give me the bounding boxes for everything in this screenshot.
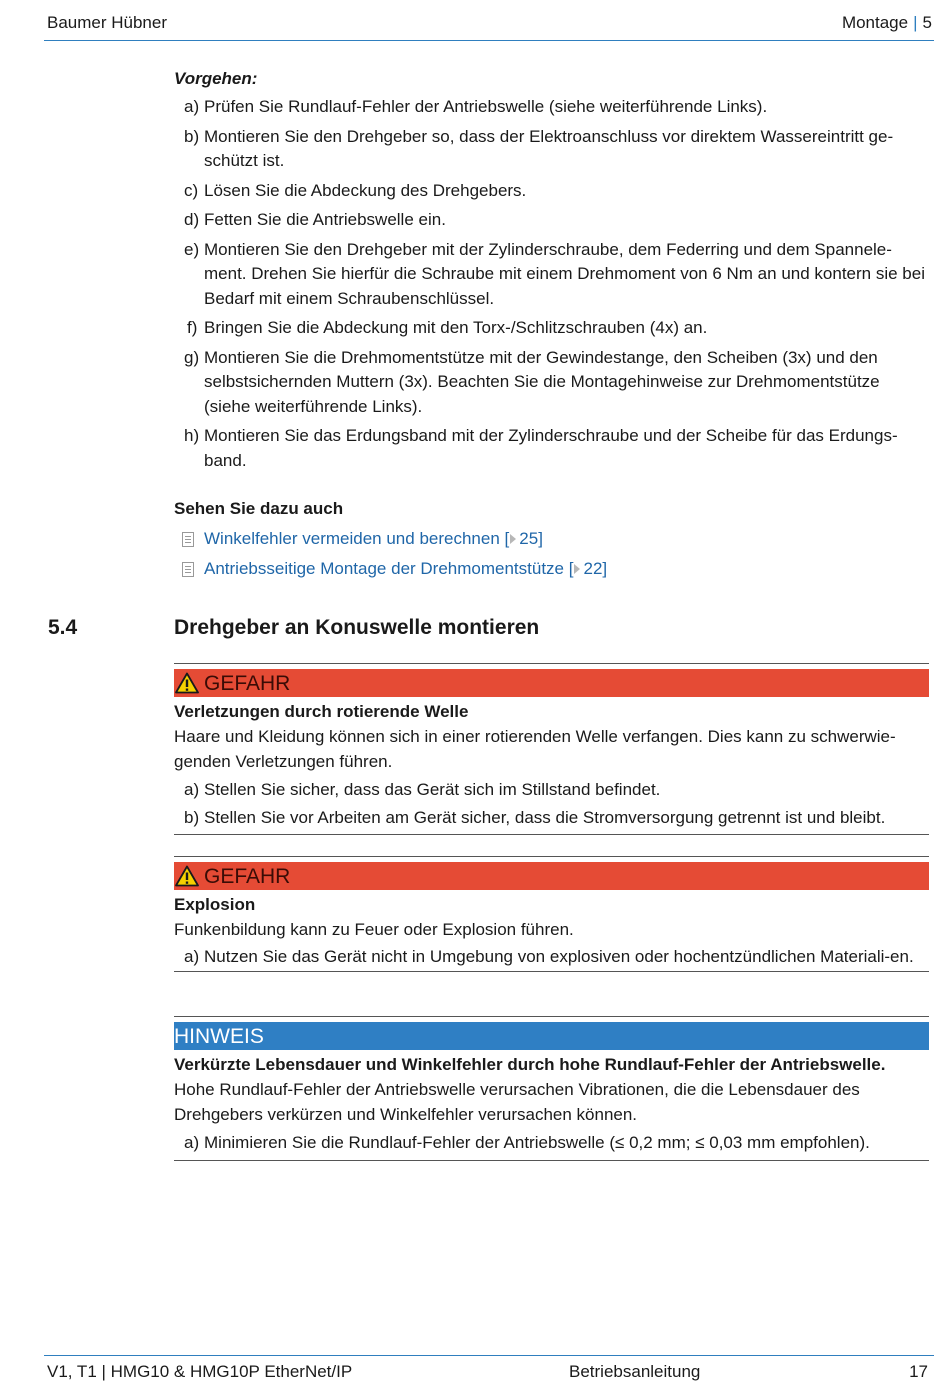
- see-also-title: Sehen Sie dazu auch: [174, 499, 344, 518]
- footer-doctype: Betriebsanleitung: [569, 1362, 701, 1381]
- notice-title: Verkürzte Lebensdauer und Winkelfehler durch hohe Rundlauf-Fehler der Antriebswelle.: [174, 1055, 886, 1074]
- notice-bar: [174, 1022, 929, 1050]
- step-text: Bringen Sie die Abdeckung mit den Torx-/Schlitzschrauben (4x) an.: [204, 318, 708, 337]
- danger-notice-1: [174, 663, 929, 835]
- step-label: a): [184, 780, 200, 799]
- link-text[interactable]: Winkelfehler vermeiden und berechnen: [204, 529, 500, 548]
- page-number: 25: [519, 529, 539, 548]
- danger-notice-2: [174, 856, 929, 972]
- step-label: g): [184, 347, 200, 367]
- box-top-rule: [174, 1016, 929, 1017]
- step-text: Minimieren Sie die Rundlauf-Fehler der Antriebswelle (≤ 0,2 mm; ≤ 0,03 mm empfohlen).: [204, 1133, 870, 1152]
- document-icon: [182, 532, 194, 547]
- box-top-rule: [174, 663, 929, 664]
- procedure-step: [174, 95, 930, 120]
- see-also-link[interactable]: [174, 557, 930, 581]
- procedure-title: Vorgehen:: [174, 69, 258, 88]
- triangle-right-icon: [510, 534, 516, 544]
- step-label: f): [187, 318, 198, 337]
- signal-word: GEFAHR: [204, 865, 291, 888]
- footer-page-number: 17: [909, 1362, 928, 1381]
- procedure-step: [174, 179, 930, 204]
- header-section-title: Montage: [841, 13, 909, 32]
- page-reference[interactable]: [ 22]: [568, 559, 608, 578]
- page-number: 22: [583, 559, 603, 578]
- notice-box: [174, 1016, 929, 1161]
- step-label: a): [184, 1133, 200, 1152]
- section-number: 5.4: [48, 616, 78, 639]
- procedure: [174, 67, 930, 478]
- signal-word: GEFAHR: [204, 672, 291, 695]
- step-text: Stellen Sie vor Arbeiten am Gerät sicher, dass die Stromversorgung getrennt ist und bleibt.: [204, 807, 886, 827]
- step-label: b): [184, 807, 200, 827]
- notice-step: [174, 1131, 929, 1156]
- section-title: Drehgeber an Konuswelle montieren: [174, 616, 540, 639]
- danger-text: Funkenbildung kann zu Feuer oder Explosion führen.: [174, 920, 574, 939]
- danger-step: [174, 946, 929, 967]
- footer-rule: [44, 1355, 934, 1356]
- step-text: Prüfen Sie Rundlauf-Fehler der Antriebswelle (siehe weiterführende Links).: [204, 97, 768, 116]
- step-label: d): [184, 210, 200, 229]
- box-top-rule: [174, 856, 929, 857]
- step-text: Nutzen Sie das Gerät nicht in Umgebung von explosiven oder hochentzündlichen Materiali-en.: [204, 947, 914, 966]
- header-section-number: 5: [922, 13, 932, 32]
- danger-step: [174, 806, 929, 831]
- notice-text: Hohe Rundlauf-Fehler der Antriebswelle verursachen Vibrationen, die die Lebensdauer des Drehgebers verkürzen und Winkelfehler verursachen können.: [174, 1080, 860, 1124]
- step-text: Fetten Sie die Antriebswelle ein.: [204, 210, 446, 229]
- header-section: [842, 13, 932, 33]
- footer-product: V1, T1 | HMG10 & HMG10P EtherNet/IP: [47, 1362, 353, 1381]
- procedure-step: [174, 316, 930, 341]
- header-rule: [44, 40, 934, 41]
- step-label: b): [184, 126, 200, 146]
- see-also-link[interactable]: [174, 527, 930, 551]
- header-separator: |: [913, 13, 918, 32]
- procedure-step: [174, 238, 930, 312]
- step-label: e): [184, 239, 200, 259]
- danger-title: Explosion: [174, 895, 256, 914]
- warning-icon: [175, 865, 199, 887]
- box-bottom-rule: [174, 834, 929, 835]
- danger-text: Haare und Kleidung können sich in einer rotierenden Welle verfangen. Dies kann zu schwerwie-genden Verletzungen führen.: [174, 727, 896, 771]
- header-company: Baumer Hübner: [47, 13, 168, 32]
- see-also: [174, 497, 930, 587]
- link-text[interactable]: Antriebsseitige Montage der Drehmomentstütze: [204, 559, 565, 578]
- danger-bar: [174, 862, 929, 890]
- step-text: Montieren Sie das Erdungsband mit der Zylinderschraube und der Scheibe für das Erdungs-band.: [204, 426, 898, 470]
- step-label: a): [184, 947, 200, 966]
- step-label: c): [184, 180, 199, 200]
- danger-title: Verletzungen durch rotierende Welle: [174, 702, 469, 721]
- step-label: h): [184, 426, 200, 445]
- procedure-step: [174, 346, 930, 420]
- step-text: Stellen Sie sicher, dass das Gerät sich im Stillstand befindet.: [204, 780, 661, 799]
- step-text: Montieren Sie die Drehmomentstütze mit der Gewindestange, den Scheiben (3x) und den selbstsichernden Muttern (3x). Beachten Sie die Montagehinweise zur Drehmomentstütze (siehe weiterführende Links).: [204, 347, 880, 416]
- step-text: Lösen Sie die Abdeckung des Drehgebers.: [204, 180, 527, 200]
- procedure-step: [174, 424, 930, 473]
- box-bottom-rule: [174, 971, 929, 972]
- step-text: Montieren Sie den Drehgeber so, dass der Elektroanschluss vor direktem Wassereintritt ge-schützt ist.: [204, 126, 894, 170]
- step-label: a): [184, 97, 200, 116]
- procedure-step: [174, 208, 930, 233]
- danger-step: [174, 778, 929, 803]
- step-text: Montieren Sie den Drehgeber mit der Zylinderschraube, dem Federring und dem Spannele-ment. Drehen Sie hierfür die Schraube mit einem Drehmoment von 6 Nm an und kontern sie bei Bedarf mit einem Schraubenschlüssel.: [204, 239, 925, 308]
- danger-bar: [174, 669, 929, 697]
- document-icon: [182, 562, 194, 577]
- triangle-right-icon: [574, 564, 580, 574]
- procedure-step: [174, 125, 930, 174]
- signal-word: HINWEIS: [174, 1025, 264, 1048]
- warning-icon: [175, 672, 199, 694]
- box-bottom-rule: [174, 1160, 929, 1161]
- page-reference[interactable]: [ 25]: [504, 529, 543, 548]
